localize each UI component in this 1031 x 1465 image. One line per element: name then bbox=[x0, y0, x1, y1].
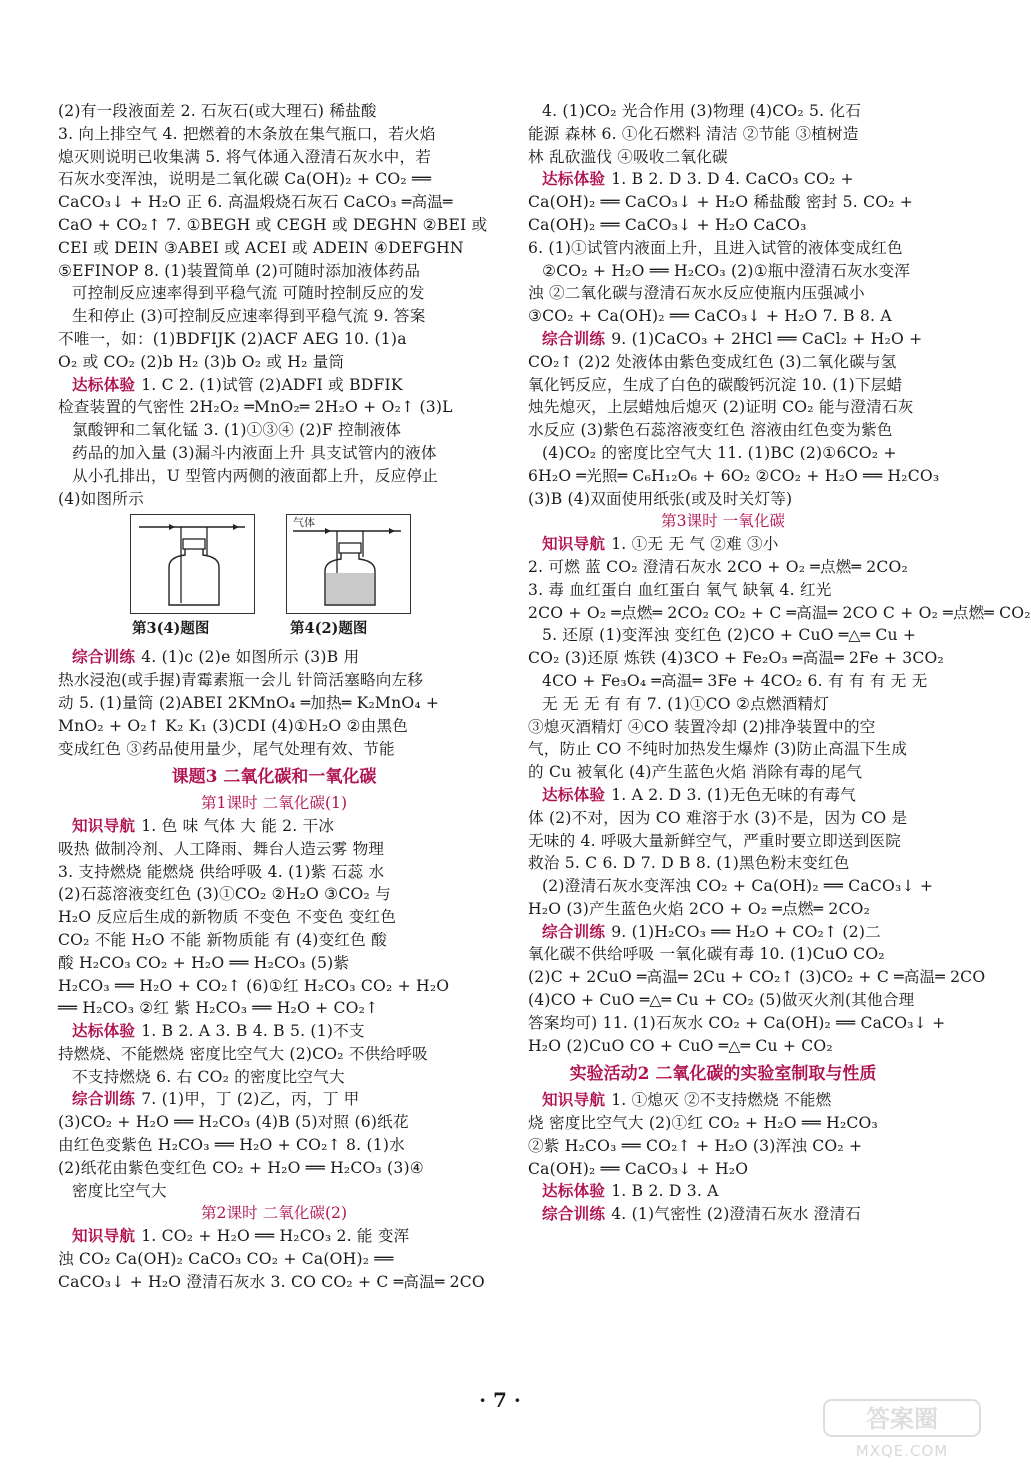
text-line: (2)纸花由紫色变红色 CO₂ + H₂O ══ H₂CO₃ (3)④ bbox=[58, 1158, 424, 1177]
text-line: ⑤EFINOP 8. (1)装置简单 (2)可随时添加液体药品 bbox=[58, 261, 421, 280]
figure-caption: 第4(2)题图 bbox=[290, 620, 368, 638]
text-line: CaCO₃↓ + H₂O 正 6. 高温煅烧石灰石 CaCO₃ ═高温═ bbox=[58, 193, 453, 212]
text-line: 达标体验 1. C 2. (1)试管 (2)ADFI 或 BDFIK bbox=[72, 375, 403, 394]
activity-heading: 实验活动2 二氧化碳的实验室制取与性质 bbox=[569, 1064, 877, 1085]
text-line: 浊 CO₂ Ca(OH)₂ CaCO₃ CO₂ + Ca(OH)₂ ══ bbox=[58, 1250, 394, 1269]
text-line: 3. 向上排空气 4. 把燃着的木条放在集气瓶口，若火焰 bbox=[58, 124, 436, 143]
text-line: (2)澄清石灰水变浑浊 CO₂ + Ca(OH)₂ ══ CaCO₃↓ + bbox=[542, 877, 934, 896]
text-line: 综合训练 4. (1)气密性 (2)澄清石灰水 澄清石 bbox=[542, 1205, 862, 1224]
figures-row bbox=[58, 514, 490, 646]
text-line: 生和停止 (3)可控制反应速率得到平稳气流 9. 答案 bbox=[72, 307, 426, 326]
text-line: CO₂ (3)还原 炼铁 (4)3CO + Fe₂O₃ ═高温═ 2Fe + 3CO₂ bbox=[528, 649, 944, 668]
text-line: (2)石蕊溶液变红色 (3)①CO₂ ②H₂O ③CO₂ 与 bbox=[58, 885, 391, 904]
text-line: 熄灭则说明已收集满 5. 将气体通入澄清石灰水中，若 bbox=[58, 147, 432, 166]
text-line: CO₂↑ (2)2 处液体由紫色变成红色 (3)二氧化碳与氢 bbox=[528, 352, 897, 371]
text-line: 可控制反应速率得到平稳气流 可随时控制反应的发 bbox=[72, 284, 425, 303]
text-line: (3)B (4)双面使用纸张(或及时关灯等) bbox=[528, 489, 793, 508]
text-line: 知识导航 1. ①熄灭 ②不支持燃烧 不能燃 bbox=[542, 1091, 832, 1110]
gas-bottle-liquid-diagram bbox=[287, 515, 409, 612]
text-line: 氯酸钾和二氧化锰 3. (1)①③④ (2)F 控制液体 bbox=[72, 421, 402, 440]
text-line: 密度比空气大 bbox=[72, 1181, 167, 1200]
text-line: 无味的 4. 呼吸大量新鲜空气，严重时要立即送到医院 bbox=[528, 831, 902, 850]
text-line: 达标体验 1. B 2. D 3. A bbox=[542, 1182, 719, 1201]
text-line: 吸热 做制冷剂、人工降雨、舞台人造云雾 物理 bbox=[58, 839, 385, 858]
text-line: H₂O 反应后生成的新物质 不变色 不变色 变红色 bbox=[58, 908, 397, 927]
text-line: 救治 5. C 6. D 7. D B 8. (1)黑色粉末变红色 bbox=[528, 854, 850, 873]
text-line: 3. 支持燃烧 能燃烧 供给呼吸 4. (1)紫 石蕊 水 bbox=[58, 862, 385, 881]
text-line: 动 5. (1)量筒 (2)ABEI 2KMnO₄ ═加热═ K₂MnO₄ + bbox=[58, 693, 440, 712]
left-column bbox=[58, 100, 490, 1294]
text-line: H₂O (3)产生蓝色火焰 2CO + O₂ ═点燃═ 2CO₂ bbox=[528, 899, 871, 918]
text-line: H₂CO₃ ══ H₂O + CO₂↑ (6)①红 H₂CO₃ CO₂ + H₂O bbox=[58, 976, 450, 995]
text-line: 水反应 (3)紫色石蕊溶液变红色 溶液由红色变为紫色 bbox=[528, 421, 893, 440]
text-line: (4)CO₂ 的密度比空气大 11. (1)BC (2)①6CO₂ + bbox=[542, 443, 897, 462]
text-line: ②CO₂ + H₂O ══ H₂CO₃ (2)①瓶中澄清石灰水变浑 bbox=[542, 261, 911, 280]
text-line: 氧化钙反应，生成了白色的碳酸钙沉淀 10. (1)下层蜡 bbox=[528, 375, 903, 394]
text-line: 6H₂O ═光照═ C₆H₁₂O₆ + 6O₂ ②CO₂ + H₂O ══ H₂CO₃ bbox=[528, 466, 940, 485]
text-line: 的 Cu 被氧化 (4)产生蓝色火焰 消除有毒的尾气 bbox=[528, 763, 863, 782]
text-line: 林 乱砍滥伐 ④吸收二氧化碳 bbox=[528, 147, 728, 166]
text-line: CaCO₃↓ + H₂O 澄清石灰水 3. CO CO₂ + C ═高温═ 2CO bbox=[58, 1272, 485, 1291]
text-line: 体 (2)不对，因为 CO 难溶于水 (3)不是，因为 CO 是 bbox=[528, 808, 908, 827]
section-label-dbty: 达标体验 bbox=[542, 170, 606, 189]
text-line: 综合训练 9. (1)CaCO₃ + 2HCl ══ CaCl₂ + H₂O + bbox=[542, 329, 923, 348]
text-line: 气，防止 CO 不纯时加热发生爆炸 (3)防止高温下生成 bbox=[528, 740, 908, 759]
text-line: 知识导航 1. 色 味 气体 大 能 2. 干冰 bbox=[72, 816, 335, 835]
text-line: 烧 密度比空气大 (2)①红 CO₂ + H₂O ══ H₂CO₃ bbox=[528, 1114, 878, 1133]
text-line: 综合训练 4. (1)c (2)e 如图所示 (3)B 用 bbox=[72, 648, 360, 667]
lesson-heading: 课题3 二氧化碳和一氧化碳 bbox=[171, 767, 377, 788]
text-line: 从小孔排出，U 型管内两侧的液面都上升，反应停止 bbox=[72, 466, 438, 485]
text-line: 能源 森林 6. ①化石燃料 清洁 ②节能 ③植树造 bbox=[528, 124, 859, 143]
right-column bbox=[528, 100, 1031, 1226]
text-line: 综合训练 9. (1)H₂CO₃ ══ H₂O + CO₂↑ (2)二 bbox=[542, 922, 881, 941]
text-line: 知识导航 1. ①无 无 气 ②难 ③小 bbox=[542, 535, 779, 554]
text-line: (3)CO₂ + H₂O ══ H₂CO₃ (4)B (5)对照 (6)纸花 bbox=[58, 1113, 409, 1132]
text-line: 3. 毒 血红蛋白 血红蛋白 氧气 缺氧 4. 红光 bbox=[528, 580, 832, 599]
section-label-zhxl: 综合训练 bbox=[542, 329, 606, 348]
text-line: ══ H₂CO₃ ②红 紫 H₂CO₃ ══ H₂O + CO₂↑ bbox=[58, 999, 379, 1018]
gas-bottle-diagram bbox=[131, 515, 253, 612]
watermark-url: MXQE.COM bbox=[855, 1442, 949, 1460]
text-line: 持燃烧、不能燃烧 密度比空气大 (2)CO₂ 不供给呼吸 bbox=[58, 1044, 428, 1063]
text-line: ②紫 H₂CO₃ ══ CO₂↑ + H₂O (3)浑浊 CO₂ + bbox=[528, 1136, 863, 1155]
section-label-zhxl: 综合训练 bbox=[542, 922, 606, 941]
section-heading: 第2课时 二氧化碳(2) bbox=[200, 1204, 348, 1223]
text-line: 不支持燃烧 6. 右 CO₂ 的密度比空气大 bbox=[72, 1067, 345, 1086]
text-line: ③熄灭酒精灯 ④CO 装置冷却 (2)排净装置中的空 bbox=[528, 717, 876, 736]
text-line: (2)C + 2CuO ═高温═ 2Cu + CO₂↑ (3)CO₂ + C ═高温═ 2CO bbox=[528, 968, 986, 987]
text-line: Ca(OH)₂ ══ CaCO₃↓ + H₂O bbox=[528, 1159, 749, 1178]
section-label-zhxl: 综合训练 bbox=[72, 648, 136, 667]
text-line: 4. (1)CO₂ 光合作用 (3)物理 (4)CO₂ 5. 化石 bbox=[542, 102, 862, 120]
text-line: ③CO₂ + Ca(OH)₂ ══ CaCO₃↓ + H₂O 7. B 8. A bbox=[528, 307, 892, 326]
text-line: 5. 还原 (1)变浑浊 变红色 (2)CO + CuO ═△═ Cu + bbox=[542, 626, 917, 645]
text-line: 知识导航 1. CO₂ + H₂O ══ H₂CO₃ 2. 能 变浑 bbox=[72, 1227, 410, 1246]
text-line: 综合训练 7. (1)甲，丁 (2)乙，丙，丁 甲 bbox=[72, 1090, 360, 1109]
section-label-zhxl: 综合训练 bbox=[542, 1205, 606, 1224]
section-label-zhxl: 综合训练 bbox=[72, 1090, 136, 1109]
section-label-dbty: 达标体验 bbox=[542, 1182, 606, 1201]
text-line: 达标体验 1. B 2. A 3. B 4. B 5. (1)不支 bbox=[72, 1022, 365, 1041]
text-line: 氧化碳不供给呼吸 一氧化碳有毒 10. (1)CuO CO₂ bbox=[528, 945, 885, 964]
text-line: 药品的加入量 (3)漏斗内液面上升 具支试管内的液体 bbox=[72, 443, 437, 462]
text-line: 2CO + O₂ ═点燃═ 2CO₂ CO₂ + C ═高温═ 2CO C + O₂ ═点燃═ CO₂ bbox=[528, 603, 1031, 622]
svg-text:答案圈: 答案圈 bbox=[866, 1405, 938, 1433]
text-line: 达标体验 1. B 2. D 3. D 4. CaCO₃ CO₂ + bbox=[542, 170, 854, 189]
section-heading: 第3课时 一氧化碳 bbox=[660, 512, 786, 531]
text-line: 浊 ②二氧化碳与澄清石灰水反应使瓶内压强减小 bbox=[528, 284, 865, 303]
text-line: 不唯一，如：(1)BDFIJK (2)ACF AEG 10. (1)a bbox=[58, 329, 407, 348]
text-line: 达标体验 1. A 2. D 3. (1)无色无味的有毒气 bbox=[542, 785, 857, 804]
text-line: 酸 H₂CO₃ CO₂ + H₂O ══ H₂CO₃ (5)紫 bbox=[58, 953, 350, 972]
section-label-zsdh: 知识导航 bbox=[542, 1091, 606, 1110]
watermark-logo bbox=[822, 1398, 982, 1460]
text-line: Ca(OH)₂ ══ CaCO₃↓ + H₂O 稀盐酸 密封 5. CO₂ + bbox=[528, 193, 914, 212]
text-line: 6. (1)①试管内液面上升，且进入试管的液体变成红色 bbox=[528, 238, 903, 257]
text-line: 热水浸泡(或手握)青霉素瓶一会儿 针筒活塞略向左移 bbox=[58, 671, 424, 690]
text-line: 答案均可) 11. (1)石灰水 CO₂ + Ca(OH)₂ ══ CaCO₃↓ + bbox=[528, 1013, 946, 1032]
section-label-zsdh: 知识导航 bbox=[542, 535, 606, 554]
text-line: (4)如图所示 bbox=[58, 489, 144, 508]
watermark-logo-icon bbox=[822, 1398, 982, 1438]
text-line: (2)有一段液面差 2. 石灰石(或大理石) 稀盐酸 bbox=[58, 102, 377, 120]
text-line: 检查装置的气密性 2H₂O₂ ═MnO₂═ 2H₂O + O₂↑ (3)L bbox=[58, 398, 453, 417]
figure-caption: 第3(4)题图 bbox=[132, 620, 210, 638]
text-line: 石灰水变浑浊，说明是二氧化碳 Ca(OH)₂ + CO₂ ══ bbox=[58, 170, 432, 189]
text-line: (4)CO + CuO ═△═ Cu + CO₂ (5)做灭火剂(其他合理 bbox=[528, 991, 915, 1010]
text-line: H₂O (2)CuO CO + CuO ═△═ Cu + CO₂ bbox=[528, 1036, 833, 1055]
page-number: · 7 · bbox=[479, 1388, 521, 1412]
figure-4-2 bbox=[286, 514, 411, 614]
section-label-zsdh: 知识导航 bbox=[72, 1227, 136, 1246]
section-label-dbty: 达标体验 bbox=[542, 785, 606, 804]
gas-label: 气体 bbox=[293, 516, 315, 530]
text-line: 无 无 无 有 有 7. (1)①CO ②点燃酒精灯 bbox=[542, 694, 830, 713]
text-line: CO₂ 不能 H₂O 不能 新物质能 有 (4)变红色 酸 bbox=[58, 930, 387, 949]
text-line: 2. 可燃 蓝 CO₂ 澄清石灰水 2CO + O₂ ═点燃═ 2CO₂ bbox=[528, 557, 908, 576]
text-line: 烛先熄灭，上层蜡烛后熄灭 (2)证明 CO₂ 能与澄清石灰 bbox=[528, 398, 914, 417]
text-line: O₂ 或 CO₂ (2)b H₂ (3)b O₂ 或 H₂ 量筒 bbox=[58, 352, 345, 371]
text-line: CaO + CO₂↑ 7. ①BEGH 或 CEGH 或 DEGHN ②BEI 或 bbox=[58, 215, 488, 234]
text-line: 由红色变紫色 H₂CO₃ ══ H₂O + CO₂↑ 8. (1)水 bbox=[58, 1136, 405, 1155]
section-label-dbty: 达标体验 bbox=[72, 375, 136, 394]
text-line: 4CO + Fe₃O₄ ═高温═ 3Fe + 4CO₂ 6. 有 有 有 无 无 bbox=[542, 671, 928, 690]
text-line: 变成红色 ③药品使用量少，尾气处理有效、节能 bbox=[58, 739, 395, 758]
text-line: MnO₂ + O₂↑ K₂ K₁ (3)CDI (4)①H₂O ②由黑色 bbox=[58, 716, 409, 735]
figure-3-4 bbox=[130, 514, 255, 614]
section-heading: 第1课时 二氧化碳(1) bbox=[200, 794, 348, 813]
section-label-dbty: 达标体验 bbox=[72, 1022, 136, 1041]
section-label-zsdh: 知识导航 bbox=[72, 816, 136, 835]
text-line: CEI 或 DEIN ③ABEI 或 ACEI 或 ADEIN ④DEFGHN bbox=[58, 238, 464, 257]
text-line: Ca(OH)₂ ══ CaCO₃↓ + H₂O CaCO₃ bbox=[528, 215, 807, 234]
